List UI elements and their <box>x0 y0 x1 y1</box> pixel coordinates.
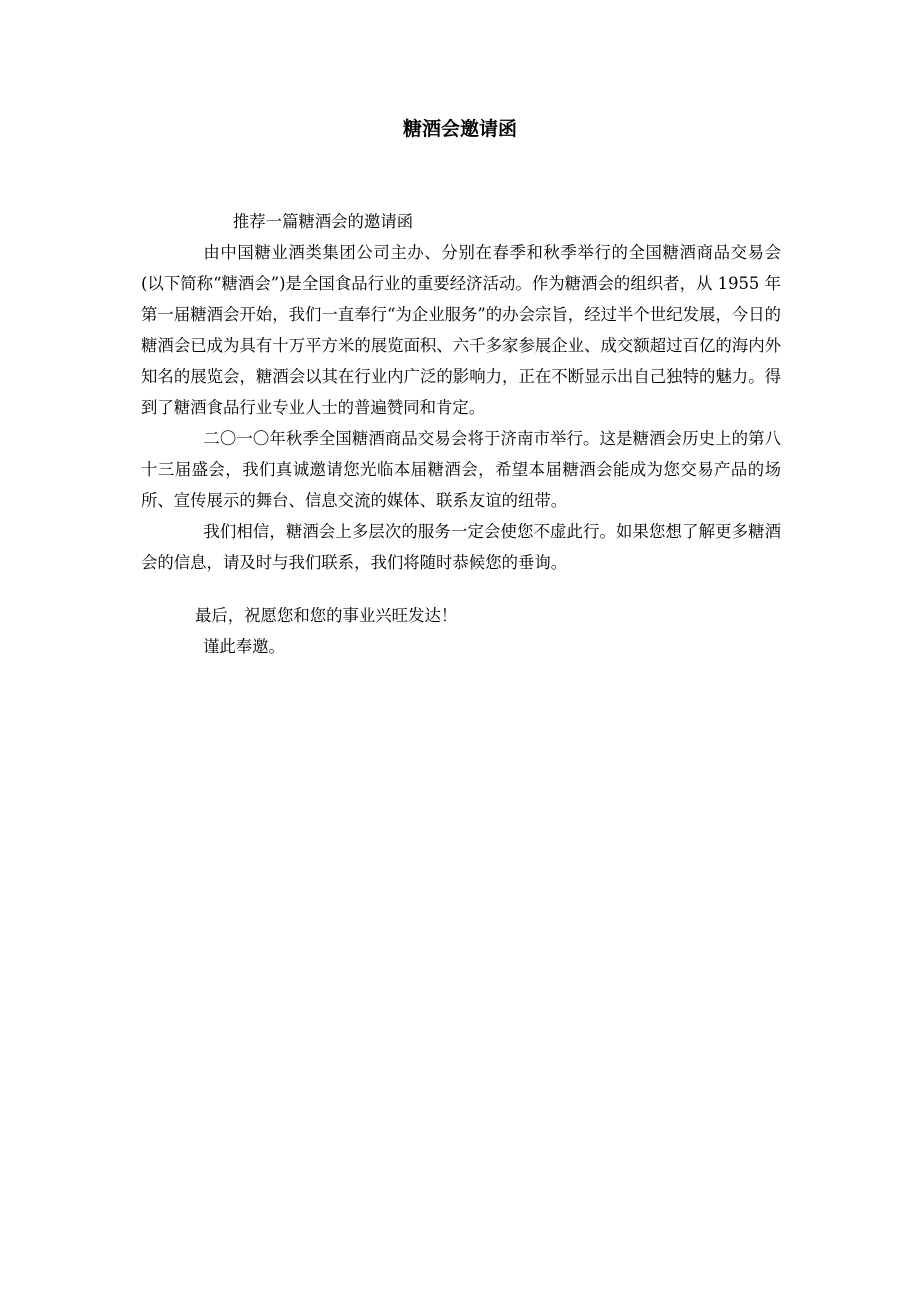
spacer <box>141 578 781 600</box>
document-subtitle: 推荐一篇糖酒会的邀请函 <box>232 212 414 231</box>
closing-line: 最后，祝愿您和您的事业兴旺发达！ <box>195 606 458 625</box>
document-body <box>141 206 781 662</box>
paragraph-invitation: 二〇一〇年秋季全国糖酒商品交易会将于济南市举行。这是糖酒会历史上的第八十三届盛会，我们真诚邀请您光临本届糖酒会，希望本届糖酒会能成为您交易产品的场所、宣传展示的舞台、信息交流的媒体、联系友谊的纽带。 <box>141 429 781 510</box>
paragraph-intro: 由中国糖业酒类集团公司主办、分别在春季和秋季举行的全国糖酒商品交易会(以下简称“糖酒会”)是全国食品行业的重要经济活动。作为糖酒会的组织者，从 1955 年第一届糖酒会开始，我们一直奉行“为企业服务”的办会宗旨，经过半个世纪发展，今日的糖酒会已成为具有十万平方米的展览面积、六千多家参展企业、成交额超过百亿的海内外知名的展览会，糖酒会以其在行业内广泛的影响力，正在不断显示出自己独特的魅力。得到了糖酒食品行业专业人士的普遍赞同和肯定。 <box>141 243 781 417</box>
signoff-line: 谨此奉邀。 <box>203 637 285 656</box>
paragraph-contact: 我们相信，糖酒会上多层次的服务一定会使您不虚此行。如果您想了解更多糖酒会的信息，请及时与我们联系，我们将随时恭候您的垂询。 <box>141 522 781 572</box>
document-title: 糖酒会邀请函 <box>402 118 517 140</box>
